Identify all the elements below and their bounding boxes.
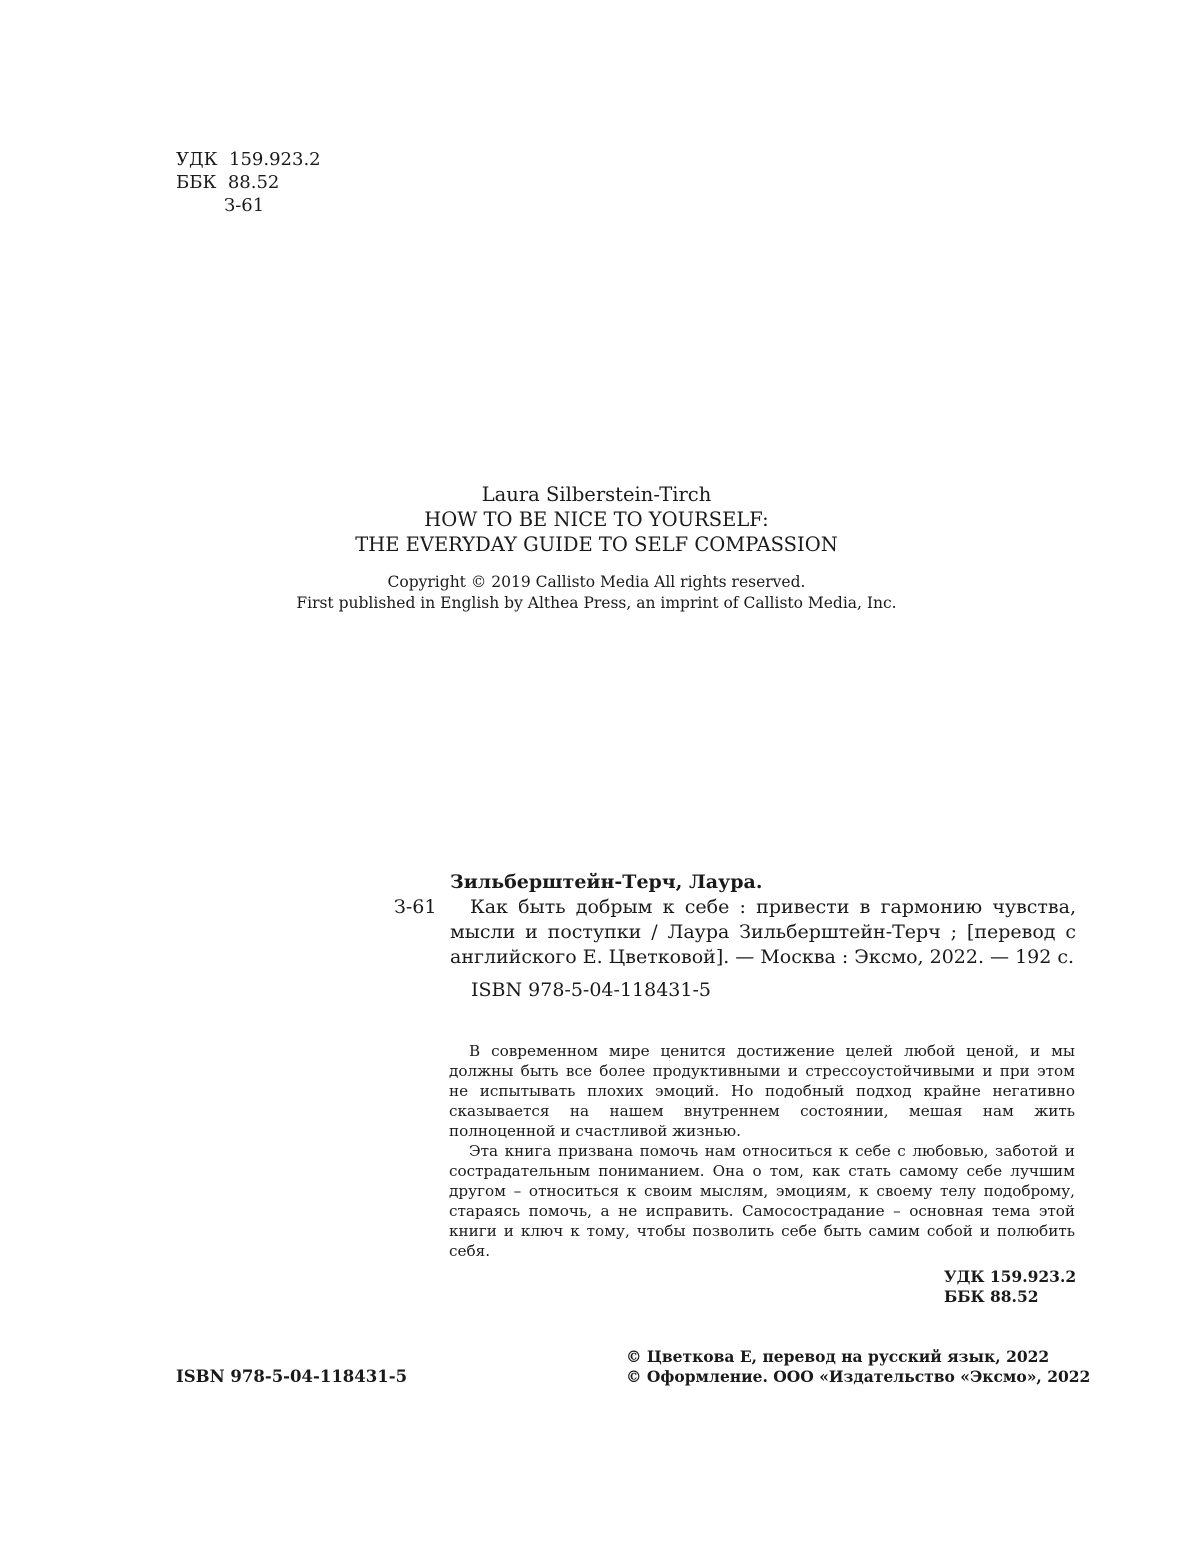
original-author: Laura Silberstein-Tirch [481,483,712,506]
annotation-paragraph-1: В современном мире ценится достижение целей любой ценой, и мы должны быть все более продуктивными и стрессоустойчивыми и при этом не испытывать плохих эмоций. Но подобный подход крайне негативно сказывается на нашем внутреннем состоянии, мешая нам жить полноценной и счастливой жизнью. [449,1042,1075,1140]
design-copyright: © Оформление. ООО «Издательство «Эксмо», 2022 [626,1367,1091,1386]
first-published-note: First published in English by Althea Press, an imprint of Callisto Media, Inc. [296,594,897,612]
udk-code-bottom: УДК 159.923.2 [944,1267,1077,1286]
bbk-code-bottom: ББК 88.52 [944,1287,1039,1306]
original-copyright: Copyright © 2019 Callisto Media All rights reserved. [387,573,806,591]
original-edition-title-block [0,482,1193,557]
record-author: Зильберштейн-Терч, Лаура. [450,871,763,893]
record-isbn: ISBN 978-5-04-118431-5 [471,979,711,1001]
annotation-paragraph-2: Эта книга призвана помочь нам относиться к себе с любовью, заботой и сострадательным пониманием. Она о том, как стать самому себе лучшим другом – относиться к своим мыслям, эмоциям, к своему телу подоброму, стараясь помочь, а не исправить. Самосострадание – основная тема этой книги и ключ к тому, чтобы позволить себе быть самим собой и полюбить себя. [449,1142,1075,1260]
annotation [449,1041,1075,1261]
bbk-code: ББК 88.52 [176,172,280,193]
author-mark: З-61 [224,195,265,216]
classification-block [176,148,321,217]
original-copyright-block [0,572,1193,614]
bibliographic-record [394,870,1076,1003]
footer-isbn: ISBN 978-5-04-118431-5 [176,1367,408,1386]
original-title-line-2: THE EVERYDAY GUIDE TO SELF COMPASSION [355,533,838,556]
record-entry [394,895,1076,970]
footer-rights [626,1347,1090,1387]
record-description: Как быть добрым к себе : привести в гармонию чувства, мысли и поступки / Лаура Зильберштейн-Терч ; [перевод с английского Е. Цветковой]. — Москва : Эксмо, 2022. — 192 с. [450,896,1076,968]
translation-copyright: © Цветкова Е, перевод на русский язык, 2022 [626,1347,1050,1366]
udk-code: УДК 159.923.2 [176,149,321,170]
classification-bottom [944,1267,1076,1307]
original-title-line-1: HOW TO BE NICE TO YOURSELF: [424,508,769,531]
record-code: З-61 [394,896,437,918]
